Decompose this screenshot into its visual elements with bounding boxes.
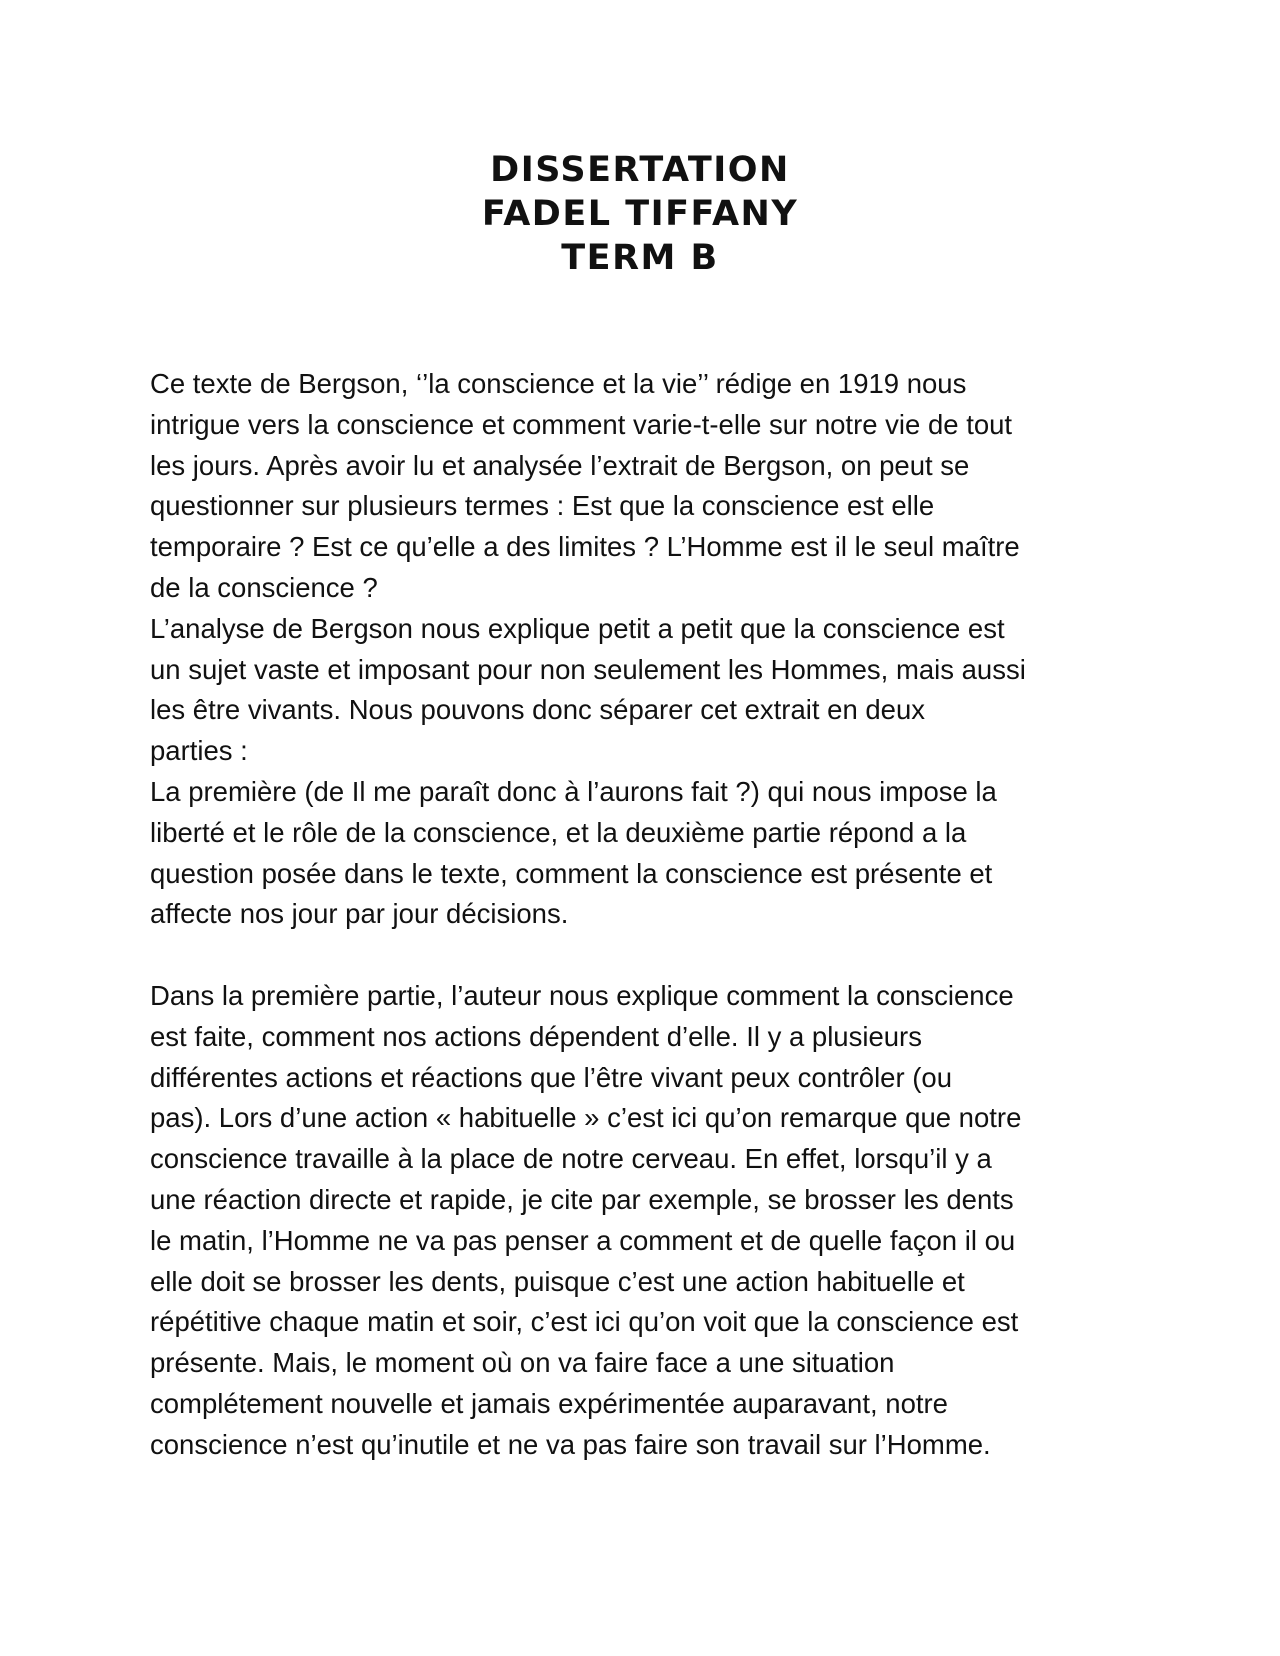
paragraph-analysis [150, 609, 1150, 772]
text-line: conscience travaille à la place de notre cerveau. En effet, lorsqu’il y a [150, 1143, 992, 1175]
text-line: temporaire ? Est ce qu’elle a des limites ? L’Homme est il le seul maître [150, 531, 1020, 563]
text-line: intrigue vers la conscience et comment varie-t-elle sur notre vie de tout [150, 408, 1013, 440]
text-line: de la conscience ? [150, 571, 378, 603]
text-line: questionner sur plusieurs termes : Est que la conscience est elle [150, 490, 935, 522]
text-line: elle doit se brosser les dents, puisque c’est une action habituelle et [150, 1265, 965, 1297]
document-body [150, 364, 1150, 1466]
text-line: Dans la première partie, l’auteur nous explique comment la conscience [150, 979, 1014, 1011]
text-line: La première (de Il me paraît donc à l’aurons fait ?) qui nous impose la [150, 775, 997, 807]
text-line: question posée dans le texte, comment la conscience est présente et [150, 857, 993, 889]
text-line: affecte nos jour par jour décisions. [150, 898, 569, 930]
text-line: un sujet vaste et imposant pour non seulement les Hommes, mais aussi [150, 653, 1026, 685]
text-line: complétement nouvelle et jamais expérimentée auparavant, notre [150, 1387, 948, 1419]
text-line: une réaction directe et rapide, je cite par exemple, se brosser les dents [150, 1183, 1014, 1215]
paragraph-first-part [150, 976, 1150, 1466]
text-line: liberté et le rôle de la conscience, et la deuxième partie répond a la [150, 816, 967, 848]
text-line: le matin, l’Homme ne va pas penser a comment et de quelle façon il ou [150, 1224, 1016, 1256]
text-line: est faite, comment nos actions dépendent d’elle. Il y a plusieurs [150, 1020, 922, 1052]
text-line: pas). Lors d’une action « habituelle » c’est ici qu’on remarque que notre [150, 1102, 1022, 1134]
text-line: conscience n’est qu’inutile et ne va pas faire son travail sur l’Homme. [150, 1428, 991, 1460]
paragraph-plan [150, 772, 1150, 935]
text-line: Ce texte de Bergson, ‘’la conscience et la vie’’ rédige en 1919 nous [150, 368, 967, 399]
text-line: les jours. Après avoir lu et analysée l’extrait de Bergson, on peut se [150, 449, 970, 481]
text-line: parties : [150, 735, 248, 767]
paragraph-spacer [150, 935, 1150, 976]
title-line-2: FADEL TIFFANY [481, 194, 799, 234]
text-line: répétitive chaque matin et soir, c’est ici qu’on voit que la conscience est [150, 1306, 1019, 1338]
text-line: différentes actions et réactions que l’être vivant peux contrôler (ou [150, 1061, 953, 1093]
title-line-3: TERM B [561, 238, 719, 278]
text-line: les être vivants. Nous pouvons donc séparer cet extrait en deux [150, 694, 926, 726]
text-line: L’analyse de Bergson nous explique petit a petit que la conscience est [150, 612, 1005, 644]
text-line: présente. Mais, le moment où on va faire face a une situation [150, 1347, 895, 1379]
title-line-1: DISSERTATION [490, 150, 790, 190]
paragraph-introduction [150, 364, 1150, 609]
document-title [0, 148, 1280, 280]
